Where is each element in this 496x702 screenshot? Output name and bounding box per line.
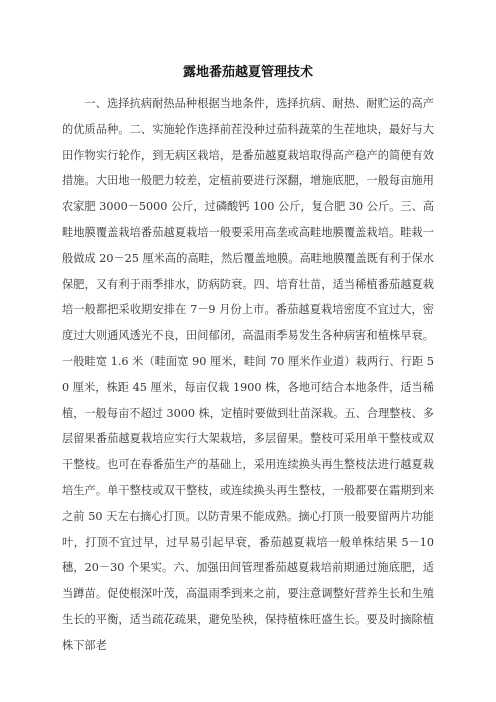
document-title: 露地番茄越夏管理技术 xyxy=(182,65,313,80)
document-body-paragraph: 一、选择抗病耐热品种根据当地条件，选择抗病、耐热、耐贮运的高产的优质品种。二、实施轮作选择前茬没种过茄科蔬菜的生茬地块，最好与大田作物实行轮作，到无病区栽培，是番茄越夏栽培取得高产稳产的简便有效措施。大田地一般肥力较差，定植前要进行深翻，增施底肥，一般每亩施用农家肥 3000－5000 公斤，过磷酸钙 100 公斤，复合肥 30 公斤。三、高畦地膜覆盖栽培番茄越夏栽培一般要采用高垄或高畦地膜覆盖栽培。畦栽一般做成 20－25 厘米高的高畦，然后覆盖地膜。高畦地膜覆盖既有利于保水保肥，又有利于雨季排水，防病防衰。四、培育壮苗，适当稀植番茄越夏栽培一般都把采收期安排在 7－9 月份上市。番茄越夏栽培密度不宜过大，密度过大则通风透光不良，田间郁闭，高温雨季易发生各种病害和植株早衰。一般畦宽 1.6 米（畦面宽 90 厘米，畦间 70 厘米作业道）栽两行、行距 50 厘米，株距 45 厘米，每亩仅栽 1900 株，各地可结合本地条件，适当稀植，一般每亩不超过 3000 株，定植时要做到壮苗深栽。五、合理整枝、多层留果番茄越夏栽培应实行大架栽培，多层留果。整枝可采用单干整枝或双干整枝。也可在春番茄生产的基础上，采用连续换头再生整枝法进行越夏栽培生产。单干整枝或双干整枝，或连续换头再生整枝，一般都要在霜期到来之前 50 天左右摘心打顶。以防青果不能成熟。摘心打顶一般要留两片功能叶，打顶不宜过早，过早易引起早衰，番茄越夏栽培一般单株结果 5－10 穗，20－30 个果实。六、加强田间管理番茄越夏栽培前期通过施底肥，适当蹲苗。促使根深叶茂，高温雨季到来之前，要注意调整好营养生长和生殖生长的平衡，适当疏花疏果，避免坠秧，保持植株旺盛生长。要及时摘除植株下部老 xyxy=(62,97,434,652)
